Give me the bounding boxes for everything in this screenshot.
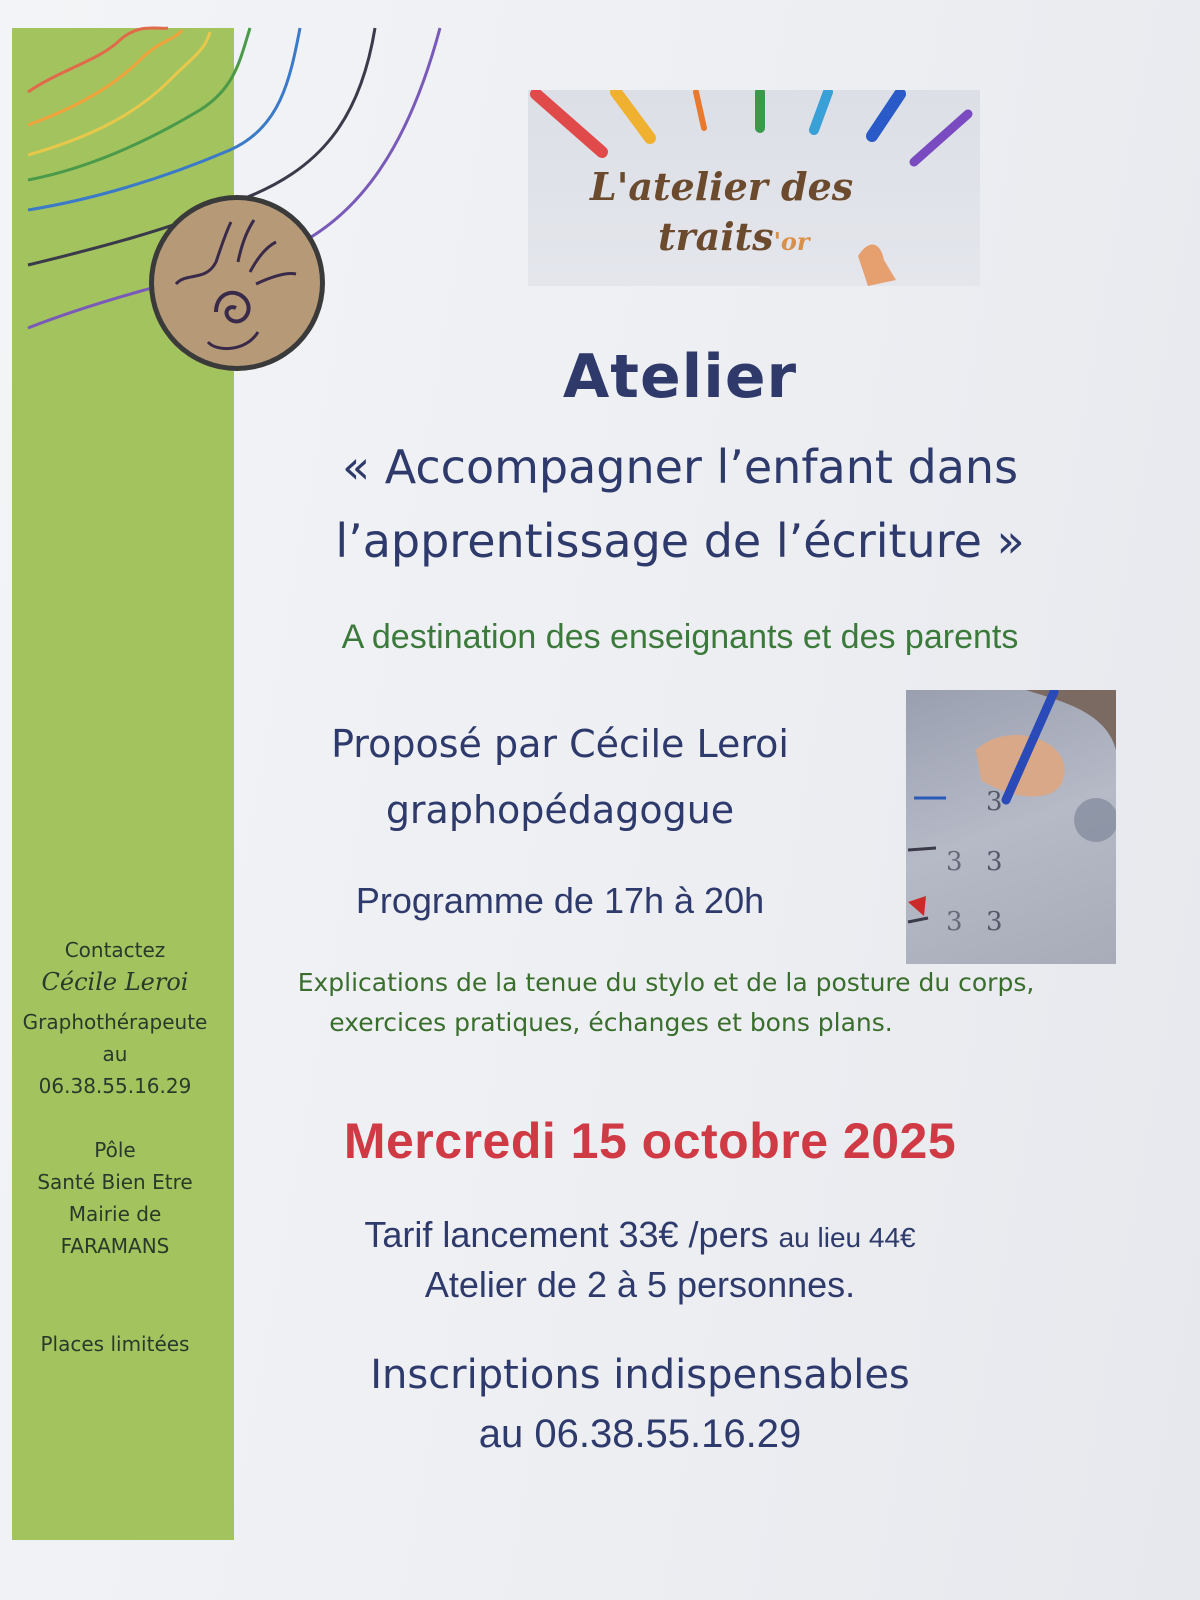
- sidebar-contact-label: Contactez: [64, 938, 166, 962]
- event-date: Mercredi 15 octobre 2025: [343, 1113, 957, 1169]
- sidebar-contact-phone: 06.38.55.16.29: [38, 1074, 192, 1098]
- group-size: Atelier de 2 à 5 personnes.: [424, 1264, 856, 1305]
- registration-phone: au 06.38.55.16.29: [478, 1412, 802, 1456]
- handwriting-photo-icon: [906, 690, 1116, 964]
- price-text: [240, 1214, 1040, 1256]
- logo-or: 'or: [773, 227, 810, 256]
- sidebar-contact-name: Cécile Leroi: [41, 968, 189, 996]
- svg-text:3: 3: [946, 847, 963, 877]
- sidebar-limited-places: Places limitées: [40, 1332, 190, 1356]
- role-text: graphopédagogue: [385, 788, 735, 832]
- program-time: Programme de 17h à 20h: [355, 880, 765, 921]
- sidebar-contact-au: au: [102, 1042, 128, 1066]
- logo-title-line1: L'atelier des: [590, 164, 854, 209]
- sidebar-venue-line4: FARAMANS: [60, 1234, 170, 1258]
- sidebar-venue-line3: Mairie de: [68, 1202, 162, 1226]
- sidebar-venue-line1: Pôle: [94, 1138, 136, 1162]
- atelier-logo-banner: [528, 90, 980, 286]
- description-line1: Explications de la tenue du stylo et de la posture du corps,: [297, 968, 1035, 997]
- registration-line1: Inscriptions indispensables: [370, 1352, 910, 1398]
- svg-text:3: 3: [986, 847, 1003, 877]
- child-writing-photo: [906, 690, 1116, 964]
- svg-text:3: 3: [986, 907, 1003, 937]
- proposed-by: Proposé par Cécile Leroi: [331, 722, 789, 766]
- description-line2: exercices pratiques, échanges et bons plans.: [329, 1008, 893, 1037]
- page-title: Atelier: [562, 342, 798, 412]
- svg-text:3: 3: [946, 907, 963, 937]
- price-main: Tarif lancement 33€ /pers: [364, 1214, 769, 1255]
- logo-traits: traits: [658, 214, 774, 259]
- subtitle-line2: l’apprentissage de l’écriture »: [335, 514, 1025, 568]
- logo-title-line2: [658, 214, 810, 259]
- audience-text: A destination des enseignants et des parents: [341, 618, 1019, 656]
- subtitle-line1: « Accompagner l’enfant dans: [341, 440, 1019, 494]
- sidebar-contact-role: Graphothérapeute: [22, 1010, 208, 1034]
- svg-text:3: 3: [986, 787, 1003, 817]
- sidebar-venue-line2: Santé Bien Etre: [37, 1170, 193, 1194]
- price-old: au lieu 44€: [778, 1222, 916, 1253]
